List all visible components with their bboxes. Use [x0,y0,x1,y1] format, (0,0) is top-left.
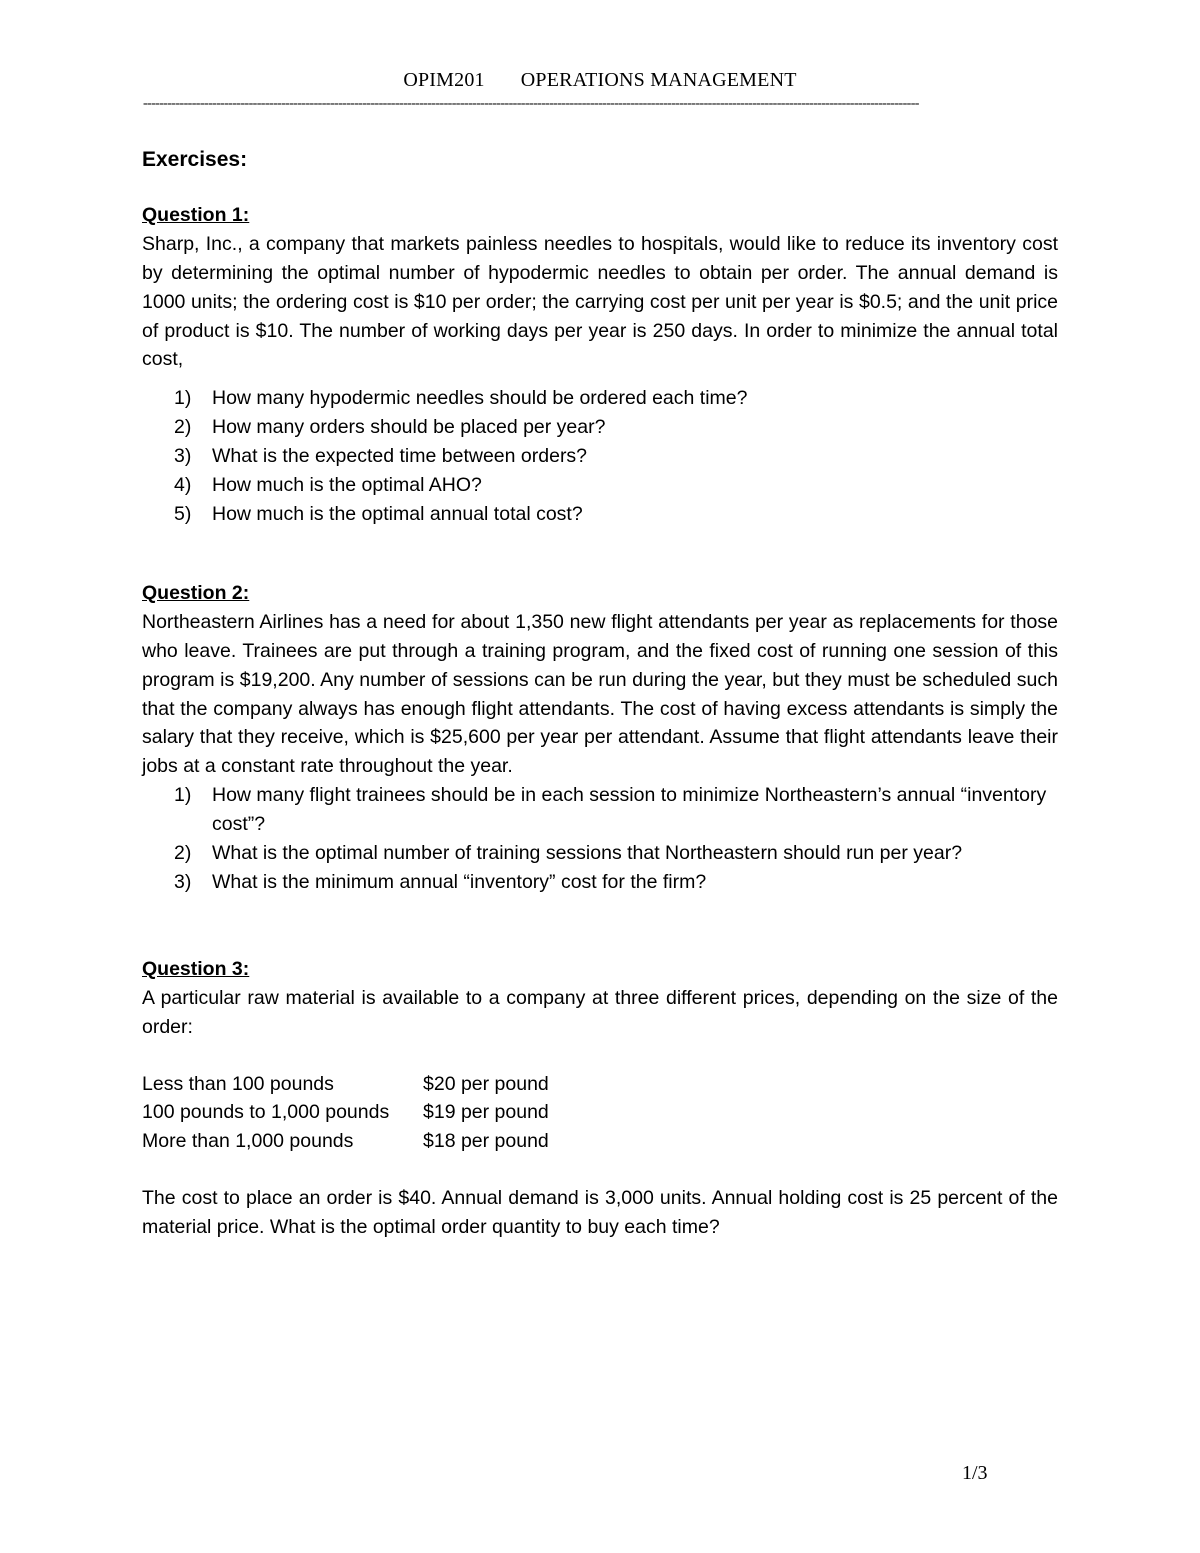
list-item: 1) How many hypodermic needles should be ordered each time? [174,387,748,410]
question-2-body: Northeastern Airlines has a need for about 1,350 new flight attendants per year as replacements for those who leave. Trainees are put through a training program, and the fixed cost of running one session of this program is $19,200. Any number of sessions can be run during the year, but they must be scheduled such that the company always has enough flight attendants. The cost of having excess attendants is simply the salary that they receive, which is $25,600 per year per attendant. Assume that flight attendants leave their jobs at a constant rate throughout the year. [142,610,1058,778]
exercises-heading: Exercises: [142,148,248,171]
list-item: 2) What is the optimal number of training sessions that Northeastern should run per year? [174,842,963,865]
price-range: More than 1,000 pounds [142,1130,354,1153]
question-3-tail: The cost to place an order is $40. Annual demand is 3,000 units. Annual holding cost is 25 percent of the material price. What is the optimal order quantity to buy each time? [142,1187,1058,1239]
list-item: 3) What is the expected time between orders? [174,445,588,468]
course-name: OPERATIONS MANAGEMENT [520,69,797,91]
question-2-title: Question 2: [142,581,250,604]
question-3-body: A particular raw material is available to a company at three different prices, depending on the size of the order: [142,986,1058,1038]
question-2-list [142,781,1058,897]
price-value: $18 per pound [423,1130,549,1153]
table-row [142,1127,549,1156]
question-1 [142,201,1058,529]
header-rule: ----------------------------------------------------------------------------------------------------------------------------------------------------------------------------------------------- [143,96,919,111]
question-2 [142,579,1058,897]
question-3-title: Question 3: [142,957,250,980]
list-item: 1) How many flight trainees should be in each session to minimize Northeastern’s annual “inventory cost”? [174,784,1047,836]
document-body [142,146,1058,1242]
list-item: 3) What is the minimum annual “inventory” cost for the firm? [174,870,707,893]
question-1-list [142,384,1058,529]
table-row [142,1098,549,1127]
page-header [0,69,1200,92]
course-code: OPIM201 [403,69,485,91]
list-item: 5) How much is the optimal annual total cost? [174,502,583,525]
price-table [142,1070,549,1157]
page-number: 1/3 [962,1462,988,1484]
question-3 [142,955,1058,1242]
price-value: $20 per pound [423,1072,549,1095]
list-item: 4) How much is the optimal AHO? [174,474,482,497]
list-item: 2) How many orders should be placed per year? [174,416,606,439]
price-value: $19 per pound [423,1101,549,1124]
question-1-title: Question 1: [142,203,250,226]
table-row [142,1070,549,1099]
question-1-body: Sharp, Inc., a company that markets painless needles to hospitals, would like to reduce its inventory cost by determining the optimal number of hypodermic needles to obtain per order. The annual demand is 1000 units; the ordering cost is $10 per order; the carrying cost per unit per year is $0.5; and the unit price of product is $10. The number of working days per year is 250 days. In order to minimize the annual total cost, [142,232,1058,371]
price-range: 100 pounds to 1,000 pounds [142,1101,390,1124]
price-range: Less than 100 pounds [142,1072,334,1095]
